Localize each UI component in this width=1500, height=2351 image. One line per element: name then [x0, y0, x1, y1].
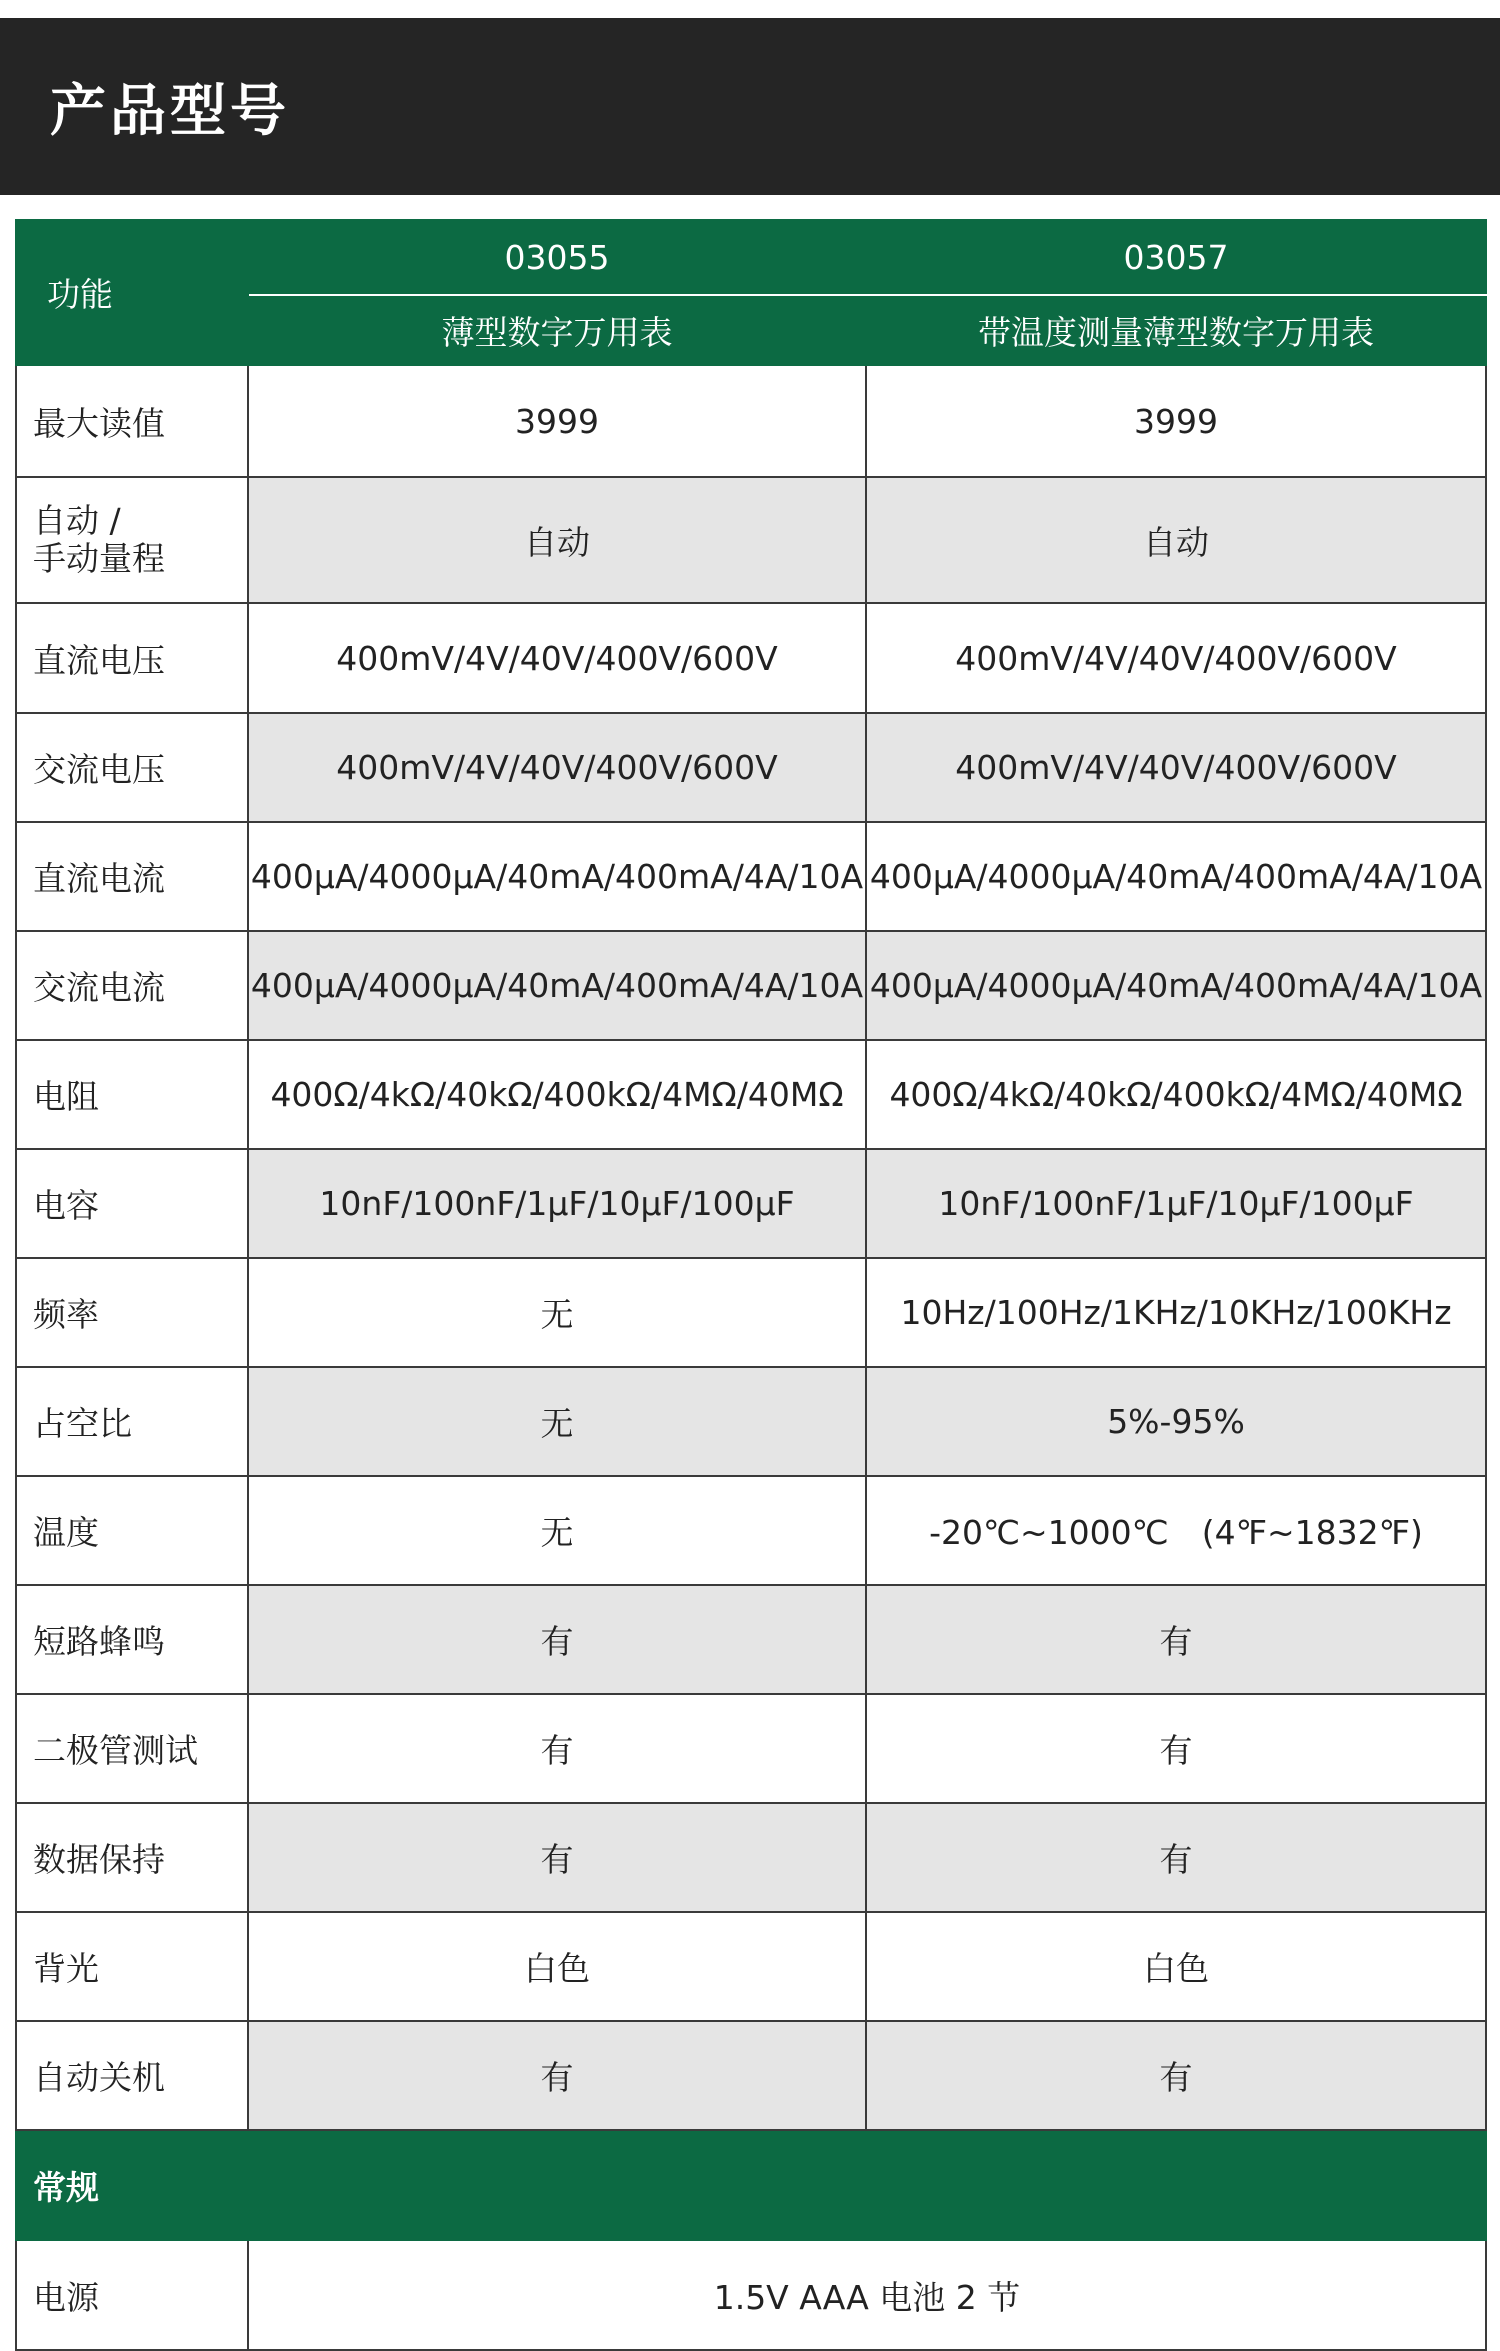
table-row: [16, 1258, 1486, 1367]
row-label: 占空比: [16, 1367, 248, 1476]
row-value-03055: 白色: [248, 1912, 866, 2021]
row-value-03057: 400μA/4000μA/40mA/400mA/4A/10A: [866, 931, 1486, 1040]
row-label: 直流电压: [16, 603, 248, 713]
spec-table: [15, 219, 1487, 2351]
row-value-03057: 有: [866, 1694, 1486, 1803]
table-row: [16, 1367, 1486, 1476]
general-section-row: [16, 2130, 1486, 2240]
row-value-03055: 有: [248, 1803, 866, 1912]
model-code-2: 03057: [866, 220, 1486, 295]
row-value-03055: 400mV/4V/40V/400V/600V: [248, 713, 866, 822]
table-row: [16, 1912, 1486, 2021]
row-value-03057: 有: [866, 2021, 1486, 2130]
row-value-03055: 有: [248, 2021, 866, 2130]
table-row: [16, 1040, 1486, 1149]
feature-column-header: 功能: [16, 220, 248, 365]
row-value-03055: 400Ω/4kΩ/40kΩ/400kΩ/4MΩ/40MΩ: [248, 1040, 866, 1149]
row-value-03055: 自动: [248, 477, 866, 603]
row-label: 自动关机: [16, 2021, 248, 2130]
row-value-03057: 5%-95%: [866, 1367, 1486, 1476]
row-value-03057: 400Ω/4kΩ/40kΩ/400kΩ/4MΩ/40MΩ: [866, 1040, 1486, 1149]
row-value-03055: 无: [248, 1367, 866, 1476]
row-label: 频率: [16, 1258, 248, 1367]
row-label: 背光: [16, 1912, 248, 2021]
row-value-03055: 400μA/4000μA/40mA/400mA/4A/10A: [248, 931, 866, 1040]
table-row: [16, 2240, 1486, 2350]
page-title: 产品型号: [50, 78, 290, 144]
row-value-03057: 400mV/4V/40V/400V/600V: [866, 603, 1486, 713]
row-value-03057: 10nF/100nF/1μF/10μF/100μF: [866, 1149, 1486, 1258]
model-name-2: 带温度测量薄型数字万用表: [866, 295, 1486, 365]
row-value-03057: 自动: [866, 477, 1486, 603]
row-label: 电阻: [16, 1040, 248, 1149]
row-label: 二极管测试: [16, 1694, 248, 1803]
row-value-03057: 白色: [866, 1912, 1486, 2021]
row-value-03057: 有: [866, 1803, 1486, 1912]
table-row: [16, 931, 1486, 1040]
row-value-03055: 10nF/100nF/1μF/10μF/100μF: [248, 1149, 866, 1258]
row-label: 交流电流: [16, 931, 248, 1040]
table-row: [16, 477, 1486, 603]
row-value-03055: 400μA/4000μA/40mA/400mA/4A/10A: [248, 822, 866, 931]
row-label: 电容: [16, 1149, 248, 1258]
row-label: 短路蜂鸣: [16, 1585, 248, 1694]
row-value-03057: 400mV/4V/40V/400V/600V: [866, 713, 1486, 822]
row-value-03057: -20℃~1000℃ (4℉~1832℉): [866, 1476, 1486, 1585]
top-strip: [0, 0, 1500, 18]
row-value-03057: 有: [866, 1585, 1486, 1694]
model-code-1: 03055: [248, 220, 866, 295]
row-label-line-2: 手动量程: [33, 539, 165, 578]
row-label: 直流电流: [16, 822, 248, 931]
row-value-03057: 400μA/4000μA/40mA/400mA/4A/10A: [866, 822, 1486, 931]
row-value-03055: 400mV/4V/40V/400V/600V: [248, 603, 866, 713]
row-label: 温度: [16, 1476, 248, 1585]
row-value-03057: 3999: [866, 365, 1486, 477]
table-row: [16, 1694, 1486, 1803]
row-label: 交流电压: [16, 713, 248, 822]
row-value-03055: 有: [248, 1694, 866, 1803]
table-row: [16, 603, 1486, 713]
row-label: [16, 477, 248, 603]
power-label: 电源: [16, 2240, 248, 2350]
row-value-03057: 10Hz/100Hz/1KHz/10KHz/100KHz: [866, 1258, 1486, 1367]
table-header-row-1: [16, 220, 1486, 295]
row-value-03055: 无: [248, 1476, 866, 1585]
row-value-03055: 无: [248, 1258, 866, 1367]
header-bar: [0, 18, 1500, 195]
table-row: [16, 822, 1486, 931]
table-row: [16, 1476, 1486, 1585]
table-row: [16, 2021, 1486, 2130]
table-row: [16, 1803, 1486, 1912]
table-row: [16, 1585, 1486, 1694]
row-value-03055: 有: [248, 1585, 866, 1694]
table-row: [16, 713, 1486, 822]
power-value: 1.5V AAA 电池 2 节: [248, 2240, 1486, 2350]
general-section-label: 常规: [16, 2130, 1486, 2240]
row-value-03055: 3999: [248, 365, 866, 477]
row-label: 数据保持: [16, 1803, 248, 1912]
table-row: [16, 1149, 1486, 1258]
table-row: [16, 365, 1486, 477]
row-label: 最大读值: [16, 365, 248, 477]
row-label-line-1: 自动 /: [33, 501, 121, 540]
model-name-1: 薄型数字万用表: [248, 295, 866, 365]
